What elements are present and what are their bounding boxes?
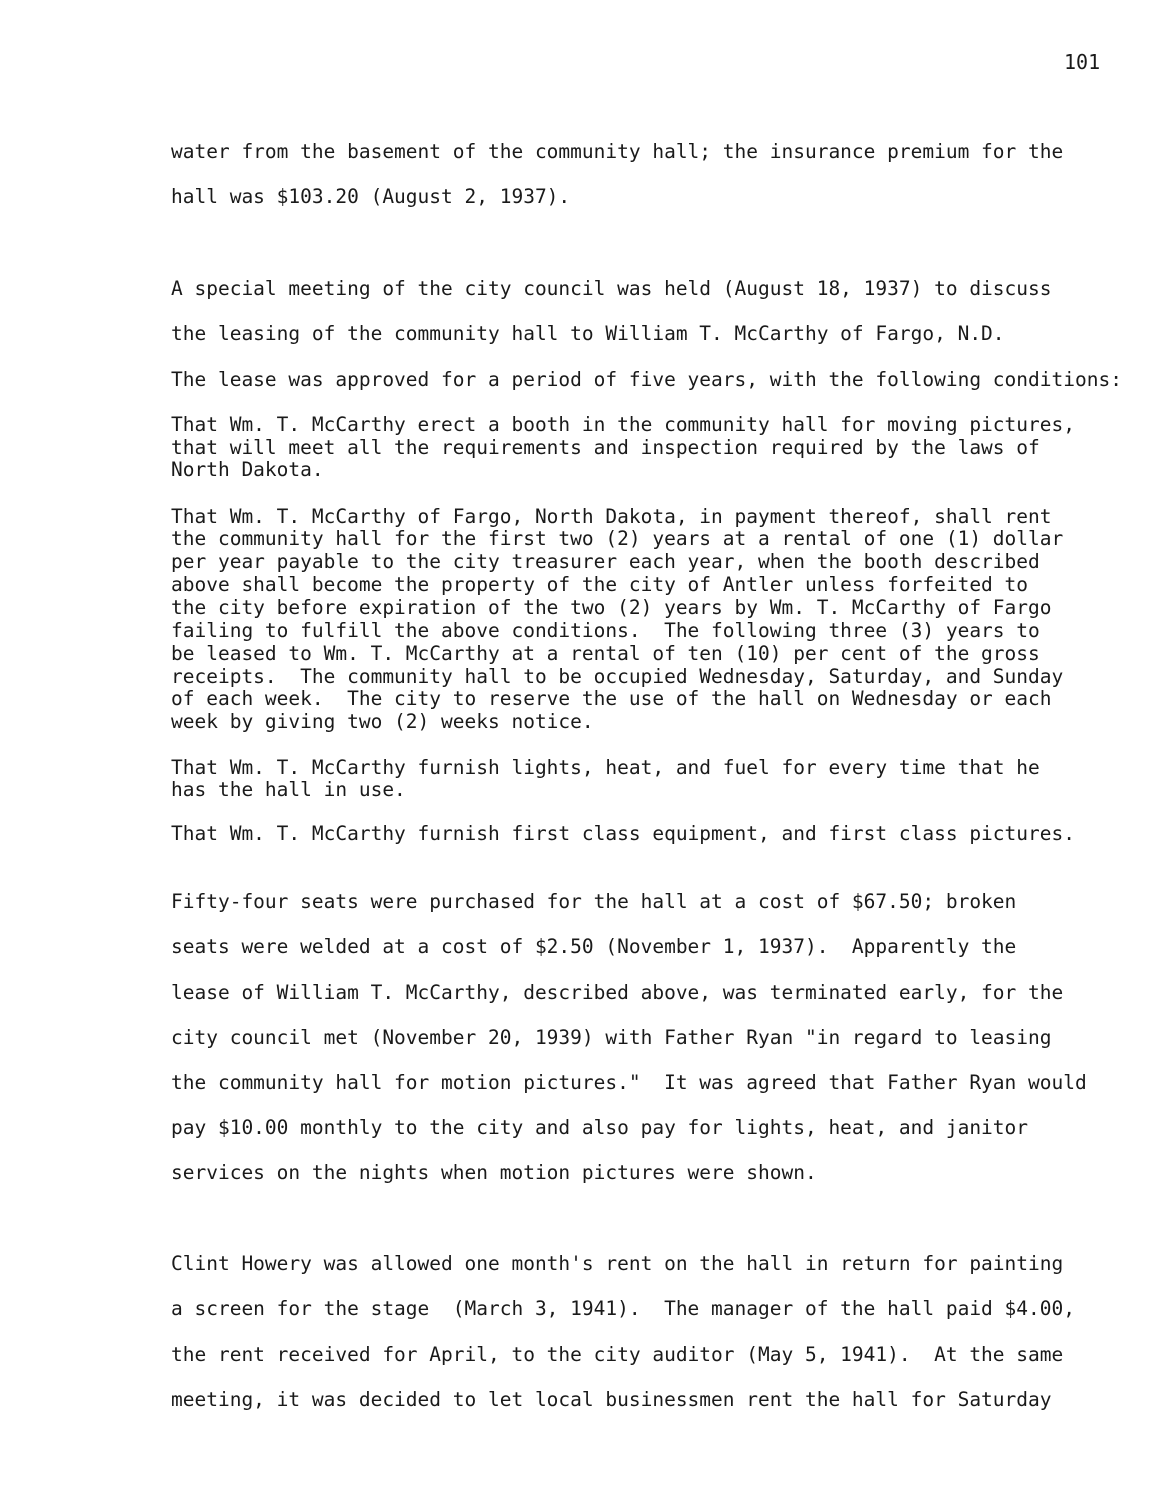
text-line: seats were welded at a cost of $2.50 (November 1, 1937). Apparently the xyxy=(171,935,1017,958)
text-line: failing to fulfill the above conditions. The following three (3) years to xyxy=(171,619,1040,642)
text-line: receipts. The community hall to be occupied Wednesday, Saturday, and Sunday xyxy=(171,665,1064,688)
text-line: be leased to Wm. T. McCarthy at a rental of ten (10) per cent of the gross xyxy=(171,642,1040,665)
text-line: pay $10.00 monthly to the city and also pay for lights, heat, and janitor xyxy=(171,1116,1029,1139)
text-line: North Dakota. xyxy=(171,458,324,481)
text-line: meeting, it was decided to let local businessmen rent the hall for Saturday xyxy=(171,1388,1052,1411)
text-line: water from the basement of the community hall; the insurance premium for the xyxy=(171,140,1064,163)
text-line: of each week. The city to reserve the use of the hall on Wednesday or each xyxy=(171,687,1052,710)
page-number: 101 xyxy=(1064,50,1101,74)
text-line: week by giving two (2) weeks notice. xyxy=(171,710,594,733)
text-line: the community hall for the first two (2) years at a rental of one (1) dollar xyxy=(171,527,1064,550)
text-line: That Wm. T. McCarthy of Fargo, North Dakota, in payment thereof, shall rent xyxy=(171,505,1052,528)
text-line: That Wm. T. McCarthy furnish lights, heat, and fuel for every time that he xyxy=(171,756,1040,779)
text-line: Fifty-four seats were purchased for the hall at a cost of $67.50; broken xyxy=(171,890,1017,913)
text-line: The lease was approved for a period of five years, with the following conditions: xyxy=(171,368,1122,391)
text-line: hall was $103.20 (August 2, 1937). xyxy=(171,185,571,208)
text-line: above shall become the property of the city of Antler unless forfeited to xyxy=(171,573,1029,596)
text-line: the rent received for April, to the city auditor (May 5, 1941). At the same xyxy=(171,1343,1064,1366)
text-line: the city before expiration of the two (2) years by Wm. T. McCarthy of Fargo xyxy=(171,596,1052,619)
text-line: A special meeting of the city council was held (August 18, 1937) to discuss xyxy=(171,277,1052,300)
text-line: the community hall for motion pictures." It was agreed that Father Ryan would xyxy=(171,1071,1087,1094)
text-line: Clint Howery was allowed one month's rent on the hall in return for painting xyxy=(171,1252,1064,1275)
text-line: has the hall in use. xyxy=(171,778,406,801)
text-line: city council met (November 20, 1939) with Father Ryan "in regard to leasing xyxy=(171,1026,1052,1049)
text-line: services on the nights when motion pictures were shown. xyxy=(171,1161,817,1184)
text-line: lease of William T. McCarthy, described above, was terminated early, for the xyxy=(171,981,1064,1004)
text-line: That Wm. T. McCarthy furnish first class equipment, and first class pictures. xyxy=(171,822,1075,845)
text-line: a screen for the stage (March 3, 1941). The manager of the hall paid $4.00, xyxy=(171,1297,1075,1320)
text-line: the leasing of the community hall to William T. McCarthy of Fargo, N.D. xyxy=(171,322,1005,345)
text-line: per year payable to the city treasurer each year, when the booth described xyxy=(171,550,1040,573)
text-line: That Wm. T. McCarthy erect a booth in the community hall for moving pictures, xyxy=(171,413,1075,436)
text-line: that will meet all the requirements and inspection required by the laws of xyxy=(171,436,1040,459)
